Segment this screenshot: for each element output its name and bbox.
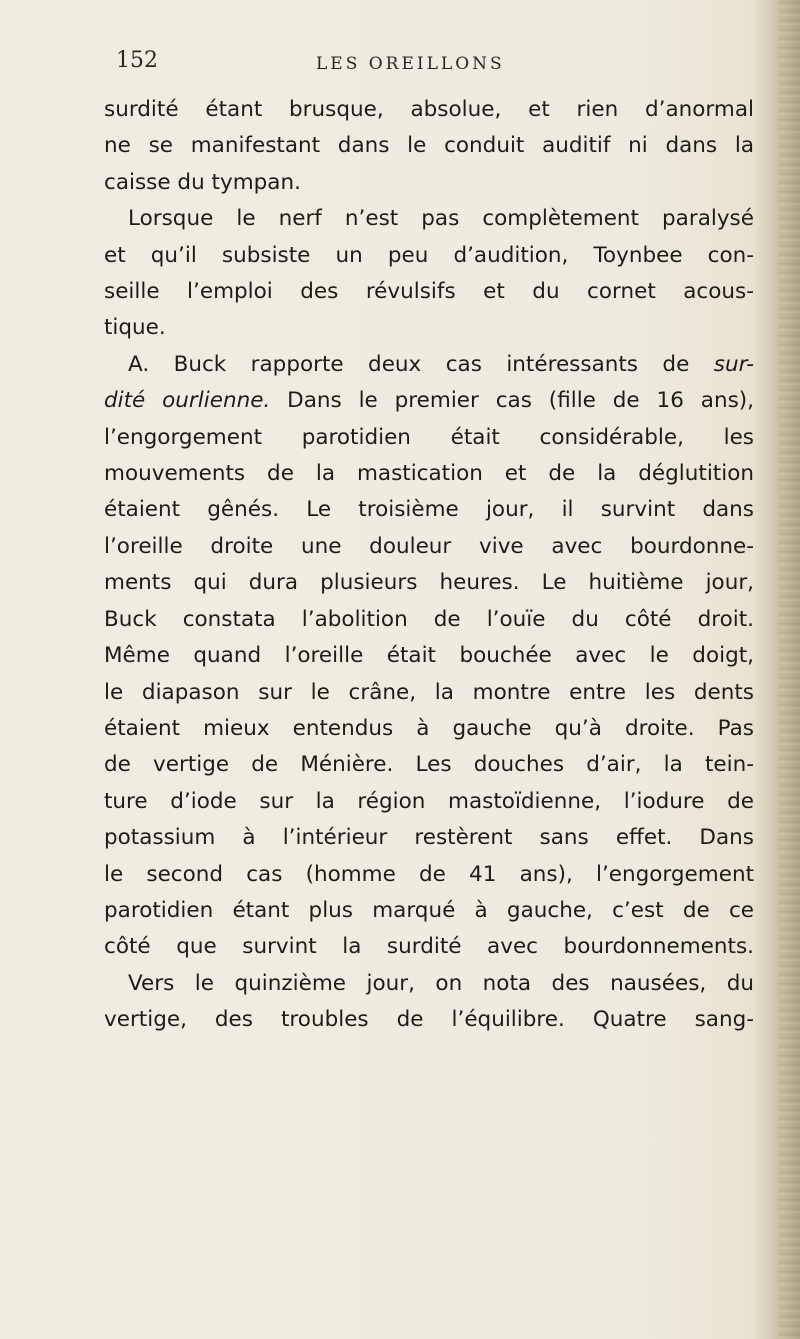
text-run: Dans le premier cas (fille de 16 ans), (270, 388, 754, 414)
text-line: vertige, des troubles de l’équilibre. Quatre sang- (104, 1007, 754, 1033)
text-line: Lorsque le nerf n’est pas complètement paralysé (128, 206, 754, 232)
text-line: Même quand l’oreille était bouchée avec le doigt, (104, 643, 754, 669)
text-run: A. Buck rapporte deux cas intéressants de (128, 351, 714, 377)
page-header (116, 48, 756, 82)
text-line: étaient mieux entendus à gauche qu’à droite. Pas (104, 715, 754, 741)
text-line: l’oreille droite une douleur vive avec bourdonne- (104, 533, 754, 559)
text-line: seille l’emploi des révulsifs et du cornet acous- (104, 279, 754, 305)
text-line: étaient gênés. Le troisième jour, il survint dans (104, 497, 754, 523)
text-line: l’engorgement parotidien était considérable, les (104, 424, 754, 450)
body-text (104, 92, 754, 1039)
page-edge-shadow (778, 0, 800, 1339)
text-line: tique. (104, 315, 166, 341)
text-line: surdité étant brusque, absolue, et rien d’anormal (104, 97, 754, 122)
text-line: ments qui dura plusieurs heures. Le huitième jour, (104, 570, 754, 596)
italic-term: sur- (713, 351, 754, 377)
text-line: côté que survint la surdité avec bourdonnements. (104, 934, 754, 960)
italic-term: dité ourlienne. (104, 388, 271, 414)
text-line: ne se manifestant dans le conduit auditif ni dans la (104, 133, 754, 159)
text-line: ture d’iode sur la région mastoïdienne, l’iodure de (104, 788, 754, 814)
text-line: le diapason sur le crâne, la montre entre les dents (104, 679, 754, 705)
text-line: mouvements de la mastication et de la déglutition (104, 461, 754, 487)
text-line: le second cas (homme de 41 ans), l’engorgement (104, 861, 754, 887)
text-line: potassium à l’intérieur restèrent sans effet. Dans (104, 825, 754, 851)
text-line: de vertige de Ménière. Les douches d’air, la tein- (104, 752, 754, 778)
page-number: 152 (116, 48, 158, 73)
running-title: LES OREILLONS (316, 54, 505, 74)
text-line: parotidien étant plus marqué à gauche, c’est de ce (104, 897, 754, 923)
text-line: Vers le quinzième jour, on nota des nausées, du (128, 970, 754, 996)
text-line (104, 383, 754, 419)
text-line (104, 347, 754, 383)
text-line: caisse du tympan. (104, 169, 301, 195)
text-line: Buck constata l’abolition de l’ouïe du côté droit. (104, 606, 754, 632)
text-line: et qu’il subsiste un peu d’audition, Toynbee con- (104, 242, 754, 268)
